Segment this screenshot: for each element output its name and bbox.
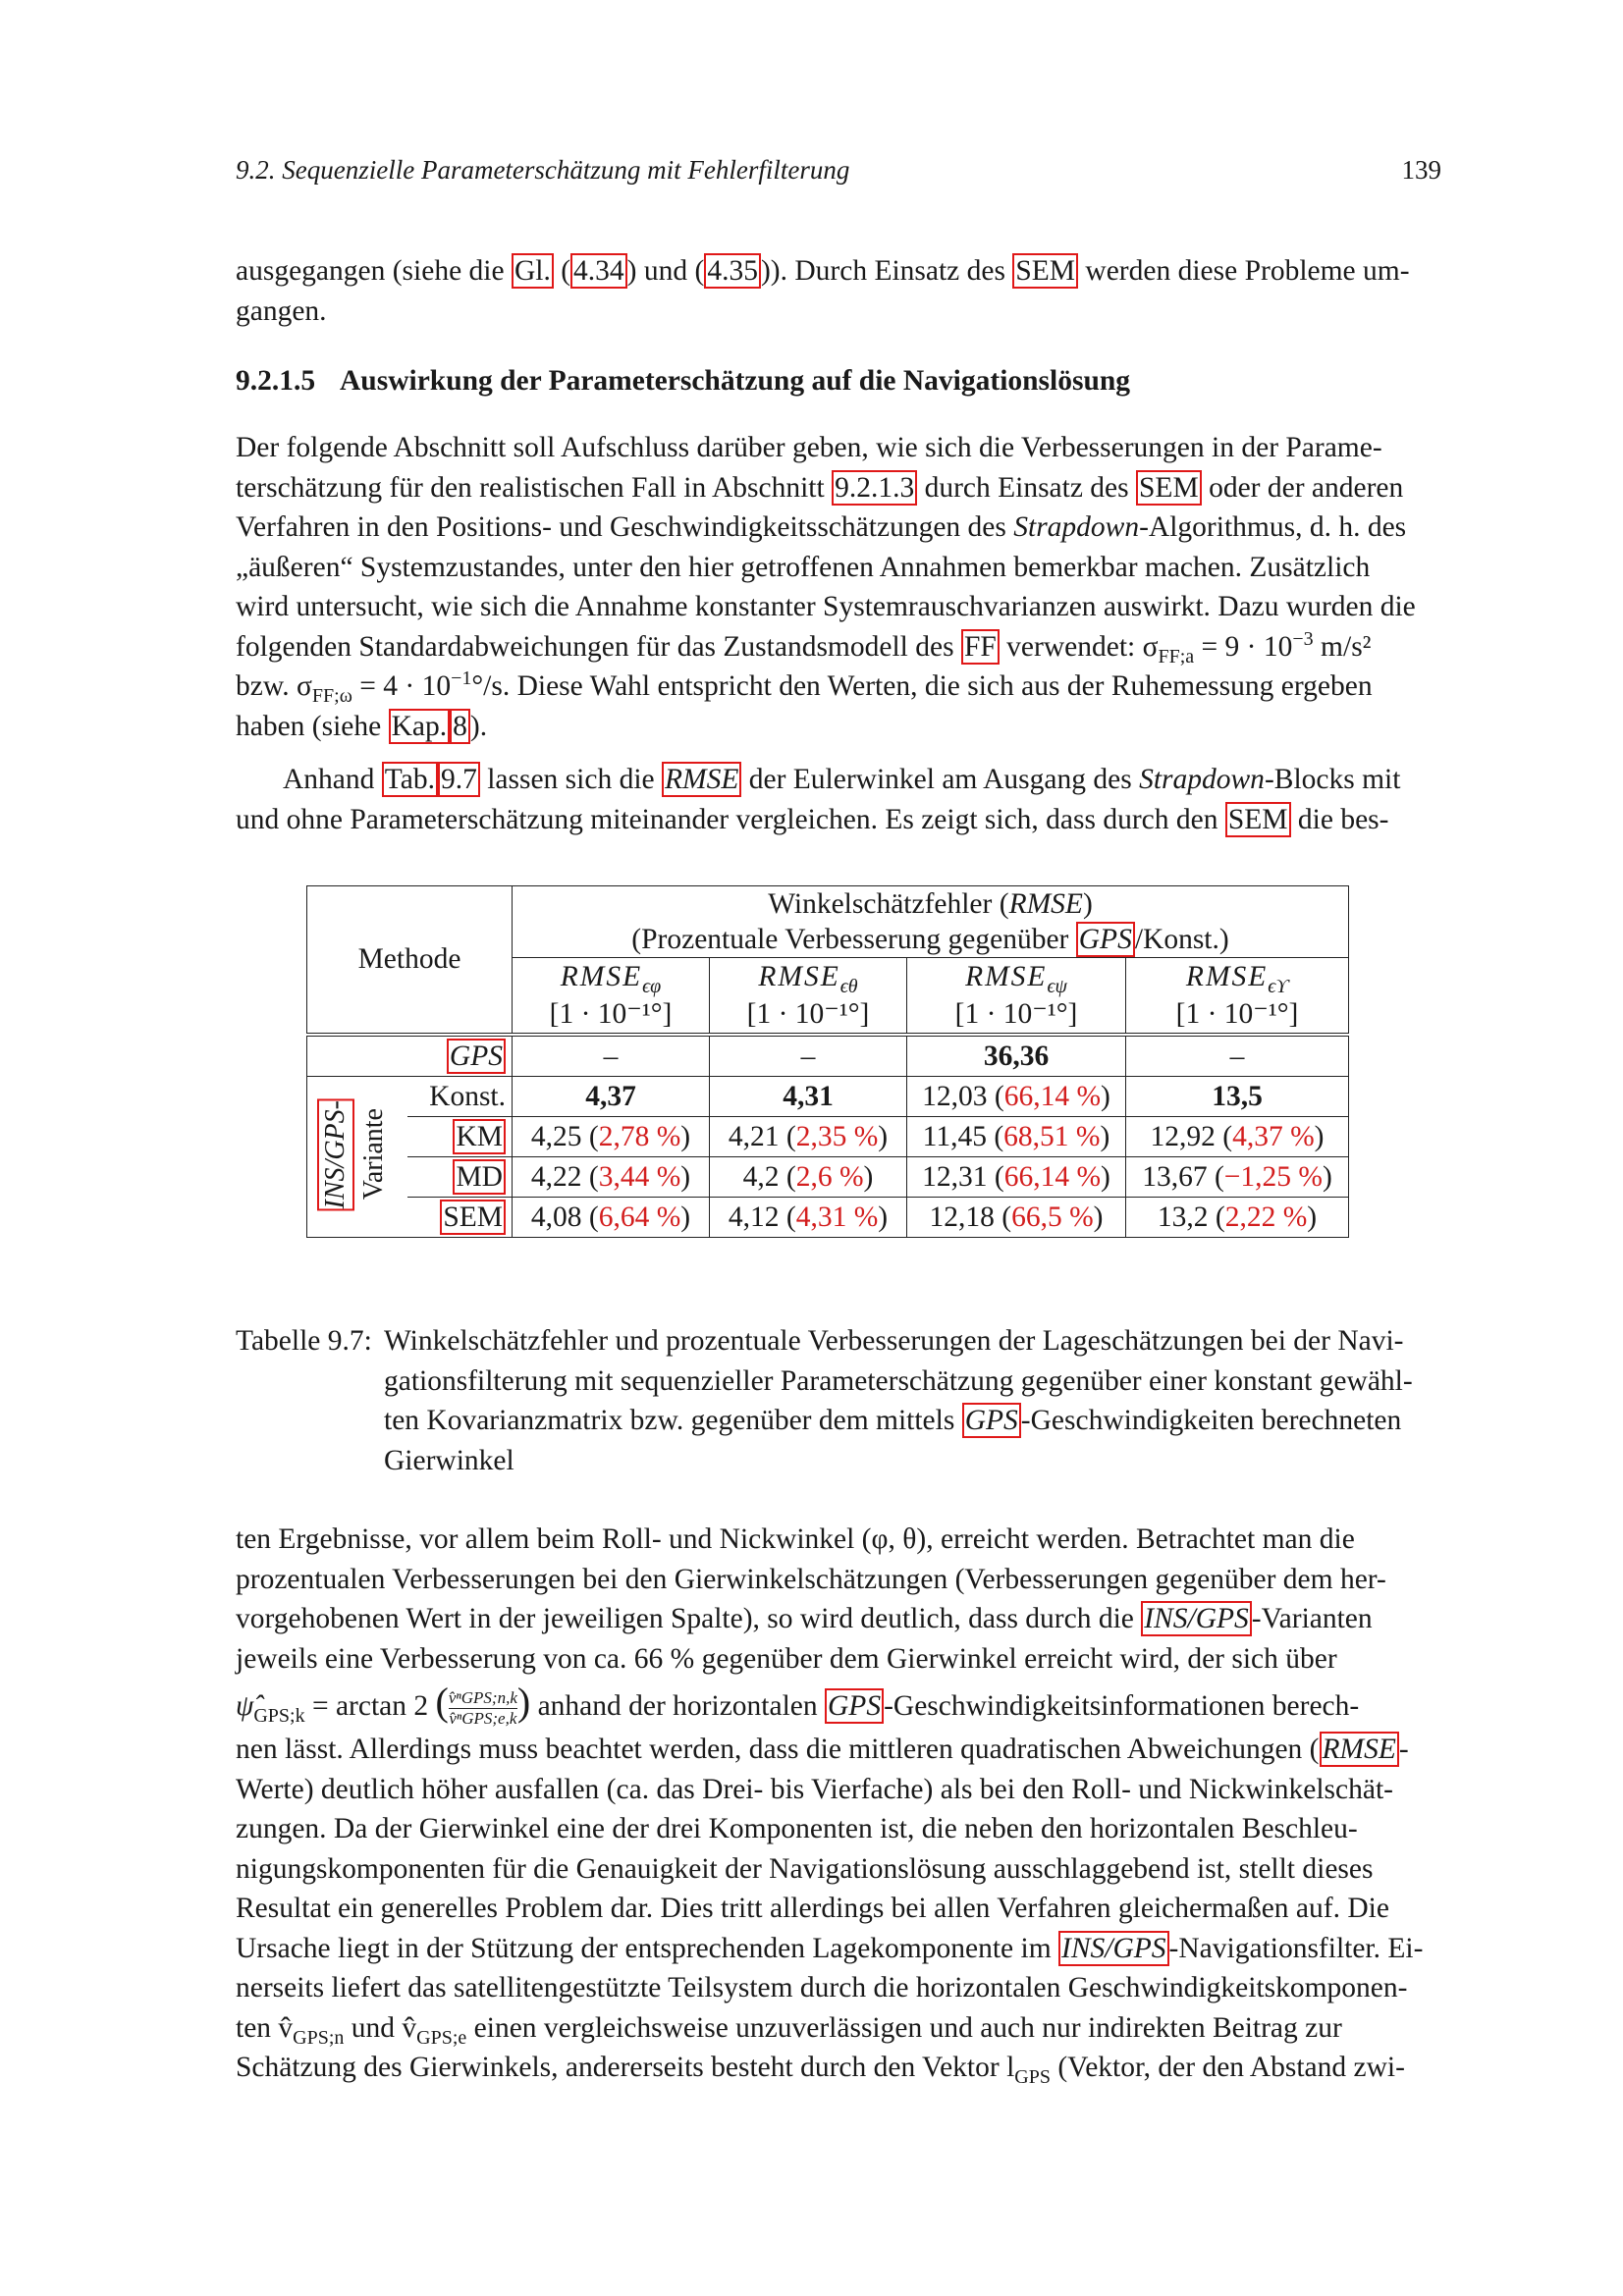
cell-km-1: 4,21 (2,35 %) bbox=[710, 1117, 907, 1157]
link-insgps-2[interactable]: INS/GPS bbox=[1058, 1931, 1169, 1966]
cell-konst-2: 12,03 (66,14 %) bbox=[907, 1077, 1126, 1117]
cell-md-0: 4,22 (3,44 %) bbox=[513, 1157, 710, 1198]
cell-sem-3: 13,2 (2,22 %) bbox=[1126, 1198, 1349, 1238]
link-kap[interactable]: Kap. bbox=[389, 709, 451, 744]
link-gl[interactable]: Gl. bbox=[512, 253, 554, 289]
link-sem[interactable]: SEM bbox=[1012, 253, 1078, 289]
link-eq-435[interactable]: 4.35 bbox=[704, 253, 761, 289]
link-sem-2[interactable]: SEM bbox=[1136, 470, 1202, 506]
link-kap-8[interactable]: 8 bbox=[450, 709, 470, 744]
cell-gps-1: – bbox=[710, 1035, 907, 1077]
cell-gps-0: – bbox=[513, 1035, 710, 1077]
link-gps-caption[interactable]: GPS bbox=[962, 1403, 1021, 1438]
col-rmse-psi: $RMSE_{\epsilon\psi}$ [1 · 10⁻¹°] bbox=[907, 958, 1126, 1036]
section-title: 9.2. Sequenzielle Parameterschätzung mit Fehlerfilterung bbox=[236, 155, 850, 185]
cell-sem-0: 4,08 (6,64 %) bbox=[513, 1198, 710, 1238]
cell-sem-1: 4,12 (4,31 %) bbox=[710, 1198, 907, 1238]
link-sem-table[interactable]: SEM bbox=[440, 1200, 506, 1235]
paragraph-3: Anhand Tab. 9.7 lassen sich die RMSE der Eulerwinkel am Ausgang des Strapdown-Blocks mit und ohne Parameterschätzung miteinander vergleichen. Es zeigt sich, dass durch den SEM die bes- bbox=[236, 764, 1401, 835]
link-gps-table[interactable]: GPS bbox=[1076, 922, 1135, 957]
paragraph-4: ten Ergebnisse, vor allem beim Roll- und Nickwinkel (φ, θ), erreicht werden. Betrachtet man die prozentualen Verbesserungen bei den Gierwinkelschätzungen (Verbesserungen gegenüber dem her- vorgehobenen Wert in der jeweiligen Spalte), so wird deutlich, dass durch die INS/GPS -Varianten jeweils eine Verbesserung von ca. 66 % gegenüber dem Gierwinkel erreicht wird, der sich über $\psî_{GPS;k} = \arctan 2$ ( v̂ⁿGPS;n,k v̂ⁿGPS;e,k ) anhand der horizontalen GPS -Geschwindigkeitsinformationen berech- nen lässt. Allerdings muss beachtet werden, dass die mittleren quadratischen Abweichungen ( RMSE - Werte) deutlich höher ausfallen (ca. das Drei- bis Vierfache) als bei den Roll- und Nickwinkelschät- zungen. Da der Gierwinkel eine der drei Komponenten ist, die neben den horizontalen Beschleu- nigungskomponenten für die Genauigkeit der Navigationslösung ausschlaggebend ist, stellt dieses Resultat ein generelles Problem dar. Dies tritt allerdings bei allen Verfahren gleichermaßen auf. Die Ursache liegt in der Stützung der entsprechenden Lagekomponente im INS/GPS -Navigationsfilter. Ei- nerseits liefert das satellitengestützte Teilsystem durch die horizontalen Geschwindigkeitskomponen- ten $v̂_{GPS;n}$ und $v̂_{GPS;e}$ einen vergleichsweise unzuverlässigen und auch nur indirekten Beitrag zur Schätzung des Gierwinkels, andererseits besteht durch den Vektor $l_{GPS}$ (Vektor, der den Abstand zwi- bbox=[236, 1523, 1424, 2088]
running-header bbox=[236, 155, 1441, 186]
col-rmse-theta: $RMSE_{\epsilon\theta}$ [1 · 10⁻¹°] bbox=[710, 958, 907, 1036]
paragraph-1: ausgegangen (siehe die Gl. ( 4.34 ) und ( 4.35 )). Durch Einsatz des SEM werden diese Probleme um- gangen. bbox=[236, 255, 1410, 327]
link-insgps-table[interactable]: INS/GPS- bbox=[317, 1098, 354, 1210]
link-gps-row[interactable]: GPS bbox=[447, 1039, 506, 1074]
link-ff[interactable]: FF bbox=[961, 629, 1000, 665]
row-label-konst: Konst. bbox=[429, 1081, 506, 1112]
group-insgps: INS/GPS- Variante Konst. KM MD SEM bbox=[307, 1077, 513, 1238]
cell-km-2: 11,45 (68,51 %) bbox=[907, 1117, 1126, 1157]
link-sem-3[interactable]: SEM bbox=[1225, 802, 1291, 837]
link-md[interactable]: MD bbox=[453, 1159, 506, 1195]
cell-km-0: 4,25 (2,78 %) bbox=[513, 1117, 710, 1157]
cell-sem-2: 12,18 (66,5 %) bbox=[907, 1198, 1126, 1238]
cell-md-2: 12,31 (66,14 %) bbox=[907, 1157, 1126, 1198]
table-caption: Tabelle 9.7: Winkelschätzfehler und prozentuale Verbesserungen der Lageschätzungen bei der Navi- gationsfilterung mit sequenzieller Parameterschätzung gegenüber einer konstant gewähl- ten Kovarianzmatrix bzw. gegenüber dem mittels GPS -Geschwindigkeiten berechneten Gierwinkel bbox=[236, 1321, 1441, 1480]
header-methode: Methode bbox=[307, 886, 513, 1036]
paragraph-2: Der folgende Abschnitt soll Aufschluss darüber geben, wie sich die Verbesserungen in der Parame- terschätzung für den realistischen Fall in Abschnitt 9.2.1.3 durch Einsatz des SEM oder der anderen Verfahren in den Positions- und Geschwindigkeitsschätzungen des Strapdown-Algorithmus, d. h. des „äußeren“ Systemzustandes, unter den hier getroffenen Annahmen bemerkbar machen. Zusätzlich wird untersucht, wie sich die Annahme konstanter Systemrauschvarianzen auswirkt. Dazu wurden die folgenden Standardabweichungen für das Zustandsmodell des FF verwendet: $\sigma_{FF;a} = 9 \cdot 10^{-3}$ m/s² bzw. $\sigma_{FF;\omega} = 4 \cdot 10^{-1}^\circ/s$. Diese Wahl entspricht den Werten, die sich aus der Ruhemessung ergeben haben (siehe Kap. 8 ). bbox=[236, 432, 1416, 742]
section-heading: 9.2.1.5 Auswirkung der Parameterschätzung auf die Navigationslösung bbox=[236, 365, 1131, 397]
cell-konst-1: 4,31 bbox=[710, 1077, 907, 1117]
link-tab-97[interactable]: 9.7 bbox=[438, 762, 480, 797]
cell-konst-3: 13,5 bbox=[1126, 1077, 1349, 1117]
cell-md-1: 4,2 (2,6 %) bbox=[710, 1157, 907, 1198]
results-table bbox=[306, 885, 1349, 1238]
link-km[interactable]: KM bbox=[453, 1119, 506, 1154]
cell-gps-3: – bbox=[1126, 1035, 1349, 1077]
link-gps-text[interactable]: GPS bbox=[825, 1688, 884, 1724]
header-winkel: Winkelschätzfehler (RMSE) bbox=[513, 886, 1349, 923]
cell-gps-2: 36,36 bbox=[907, 1035, 1126, 1077]
link-insgps-1[interactable]: INS/GPS bbox=[1141, 1601, 1252, 1636]
link-tab[interactable]: Tab. bbox=[382, 762, 438, 797]
link-section-9213[interactable]: 9.2.1.3 bbox=[832, 470, 917, 506]
link-rmse-2[interactable]: RMSE bbox=[1320, 1732, 1399, 1767]
link-rmse[interactable]: RMSE bbox=[662, 762, 741, 797]
col-rmse-phi: $RMSE_{\epsilon\varphi}$ [1 · 10⁻¹°] bbox=[513, 958, 710, 1036]
cell-md-3: 13,67 (−1,25 %) bbox=[1126, 1157, 1349, 1198]
cell-konst-0: 4,37 bbox=[513, 1077, 710, 1117]
cell-km-3: 12,92 (4,37 %) bbox=[1126, 1117, 1349, 1157]
caption-label: Tabelle 9.7: bbox=[236, 1325, 372, 1357]
row-gps-label bbox=[307, 1035, 513, 1077]
page-number: 139 bbox=[1401, 155, 1441, 185]
link-eq-434[interactable]: 4.34 bbox=[570, 253, 627, 289]
header-prozent: (Prozentuale Verbesserung gegenüber GPS /Konst.) bbox=[513, 922, 1349, 958]
col-rmse-upsilon: $RMSE_{\epsilon ϒ}$ [1 · 10⁻¹°] bbox=[1126, 958, 1349, 1036]
